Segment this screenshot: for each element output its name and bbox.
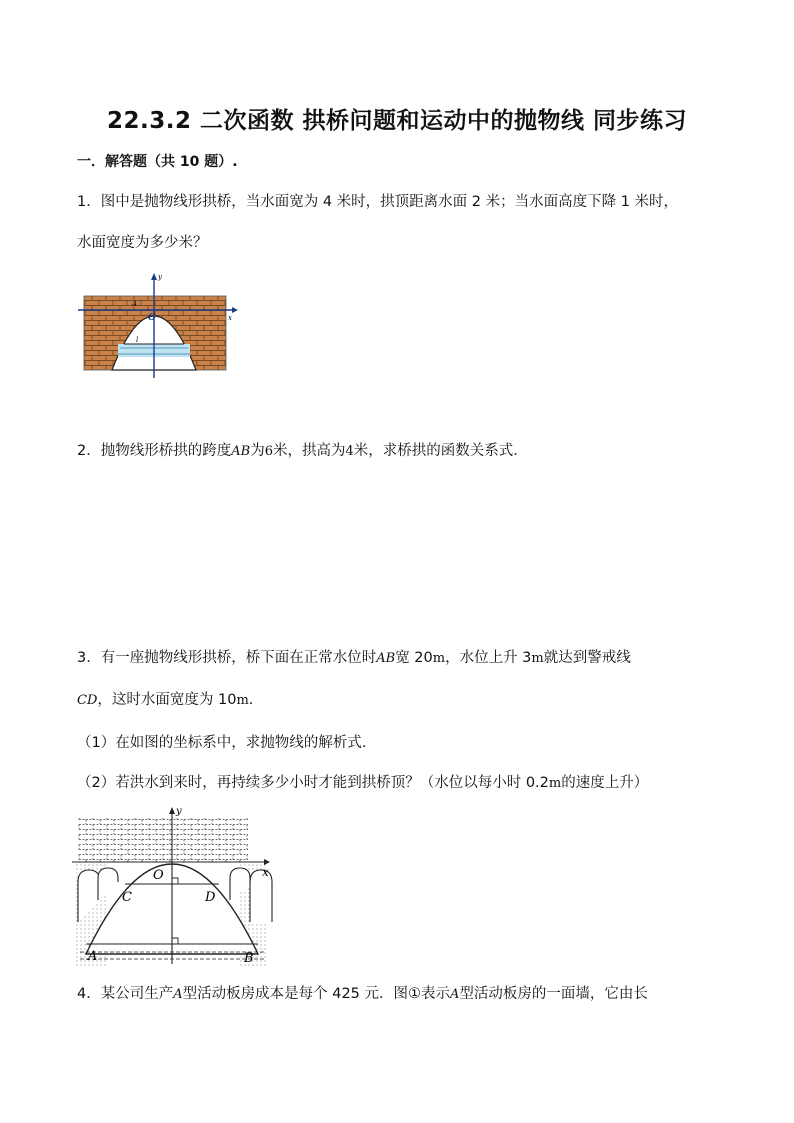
q1-fig-label-y: y xyxy=(158,273,162,281)
q3-bridge-figure xyxy=(72,804,278,972)
q3-text-line2: CD，这时水面宽度为 10m. xyxy=(77,692,254,708)
brick-wall xyxy=(78,818,248,862)
unit-m: m xyxy=(531,651,544,666)
math-ab: AB xyxy=(376,651,396,666)
math-ab: AB xyxy=(231,444,251,459)
q3-fig-label-b: B xyxy=(244,951,254,966)
q3-fig-label-o: O xyxy=(153,868,164,883)
q2-text: 2．抛物线形桥拱的跨度AB为6米，拱高为4米，求桥拱的函数关系式． xyxy=(77,443,528,459)
q3-sub1: （1）在如图的坐标系中，求抛物线的解析式. xyxy=(77,735,367,751)
q1-fig-label-l: l xyxy=(136,336,139,344)
math-cd: CD xyxy=(77,693,98,708)
math-four: 4 xyxy=(345,444,354,459)
q3-fig-label-x: x xyxy=(262,865,269,879)
math-a: A xyxy=(173,987,183,1002)
math-a: A xyxy=(450,987,460,1002)
q3-fig-label-c: C xyxy=(122,890,132,905)
q1-text-line2: 水面宽度为多少米？ xyxy=(77,235,208,251)
q1-bridge-figure xyxy=(78,270,238,380)
math-six: 6 xyxy=(264,444,273,459)
q3-sub2: （2）若洪水到来时，再持续多少小时才能到拱桥顶？（水位以每小时 0.2m的速度上升） xyxy=(77,775,649,791)
q3-fig-label-y: y xyxy=(176,806,182,817)
section-heading: 一．解答题（共 10 题）. xyxy=(77,154,238,170)
unit-m: m xyxy=(548,776,562,791)
q1-text-line1: 1．图中是抛物线形拱桥，当水面宽为 4 米时，拱顶距离水面 2 米；当水面高度下降 1 米时， xyxy=(77,194,679,210)
q1-fig-label-a: A xyxy=(132,300,138,308)
q1-fig-label-o: O xyxy=(148,313,156,323)
q1-fig-label-x: x xyxy=(228,314,232,322)
unit-m: m xyxy=(432,651,446,666)
unit-m: m xyxy=(236,693,249,708)
q3-fig-label-d: D xyxy=(205,890,216,905)
q3-fig-label-a: A xyxy=(88,949,98,964)
page-title: 22.3.2 二次函数 拱桥问题和运动中的抛物线 同步练习 xyxy=(106,108,687,134)
q4-text-line1: 4．某公司生产A型活动板房成本是每个 425 元．图①表示A型活动板房的一面墙，它由长 xyxy=(77,986,648,1002)
q3-text-line1: 3．有一座抛物线形拱桥，桥下面在正常水位时AB宽 20m，水位上升 3m就达到警戒线 xyxy=(77,650,631,666)
